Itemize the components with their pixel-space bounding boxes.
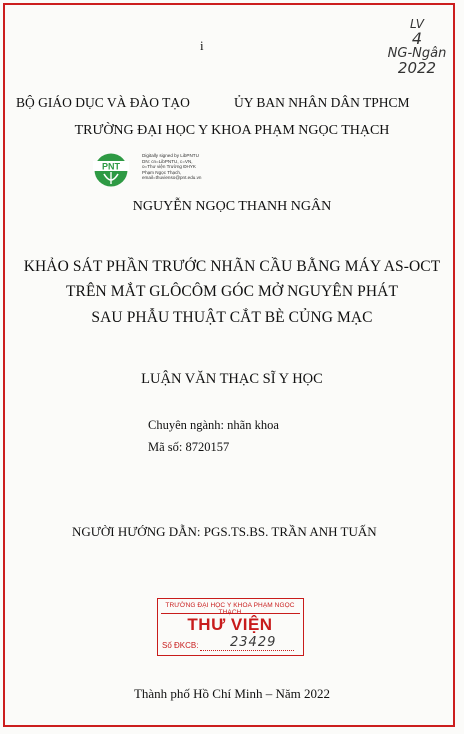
stamp-title: THƯ VIỆN xyxy=(187,615,273,634)
page-number: i xyxy=(200,38,204,53)
program-code: Mã số: 8720157 xyxy=(148,440,230,454)
handwritten-line: LV xyxy=(409,17,425,31)
specialty: Chuyên ngành: nhãn khoa xyxy=(148,418,279,432)
author-name: NGUYỄN NGỌC THANH NGÂN xyxy=(132,199,332,214)
signature-line: Phạm Ngọc Thạch, xyxy=(142,169,182,175)
stamp-label: Số ĐKCB: xyxy=(162,641,199,650)
signature-line: Digitally signed by LibPNTU xyxy=(142,153,199,158)
university-name: TRƯỜNG ĐẠI HỌC Y KHOA PHẠM NGỌC THẠCH xyxy=(74,123,390,138)
ministry-name: BỘ GIÁO DỤC VÀ ĐÀO TẠO xyxy=(16,95,190,110)
signature-line: o=Thư viện Trường ĐHYK xyxy=(142,164,196,170)
thesis-title-line: SAU PHẪU THUẬT CẮT BÈ CỦNG MẠC xyxy=(91,309,373,326)
thesis-title-line: KHẢO SÁT PHẦN TRƯỚC NHÃN CẦU BẰNG MÁY AS-OCT xyxy=(23,258,441,275)
committee-name: ỦY BAN NHÂN DÂN TPHCM xyxy=(234,95,410,110)
digital-signature xyxy=(142,153,201,181)
signature-line: email=thuvienso@pnt.edu.vn xyxy=(142,175,202,181)
thesis-title-line: TRÊN MẮT GLÔCÔM GÓC MỞ NGUYÊN PHÁT xyxy=(65,283,399,300)
thesis-type: LUẬN VĂN THẠC SĨ Y HỌC xyxy=(141,371,323,387)
stamp-registration-number: 23429 xyxy=(230,635,277,650)
stamp-university: TRƯỜNG ĐẠI HỌC Y KHOA PHẠM NGỌC THẠCH xyxy=(165,602,295,616)
signature-line: DN: cn=LibPNTU, c=VN, xyxy=(142,158,193,164)
handwritten-line: 4 xyxy=(411,28,423,48)
logo-text: PNT xyxy=(102,161,120,172)
advisor: NGƯỜI HƯỚNG DẪN: PGS.TS.BS. TRẦN ANH TUẤN xyxy=(72,524,377,539)
stamp-dotted-line xyxy=(200,650,294,651)
handwritten-line: NG-Ngân xyxy=(387,46,447,62)
library-stamp xyxy=(157,598,304,656)
handwritten-note xyxy=(384,18,450,77)
university-logo-icon xyxy=(90,152,132,188)
stamp-divider xyxy=(161,613,300,614)
city-date: Thành phố Hồ Chí Minh – Năm 2022 xyxy=(133,686,331,701)
handwritten-line: 2022 xyxy=(397,59,437,78)
